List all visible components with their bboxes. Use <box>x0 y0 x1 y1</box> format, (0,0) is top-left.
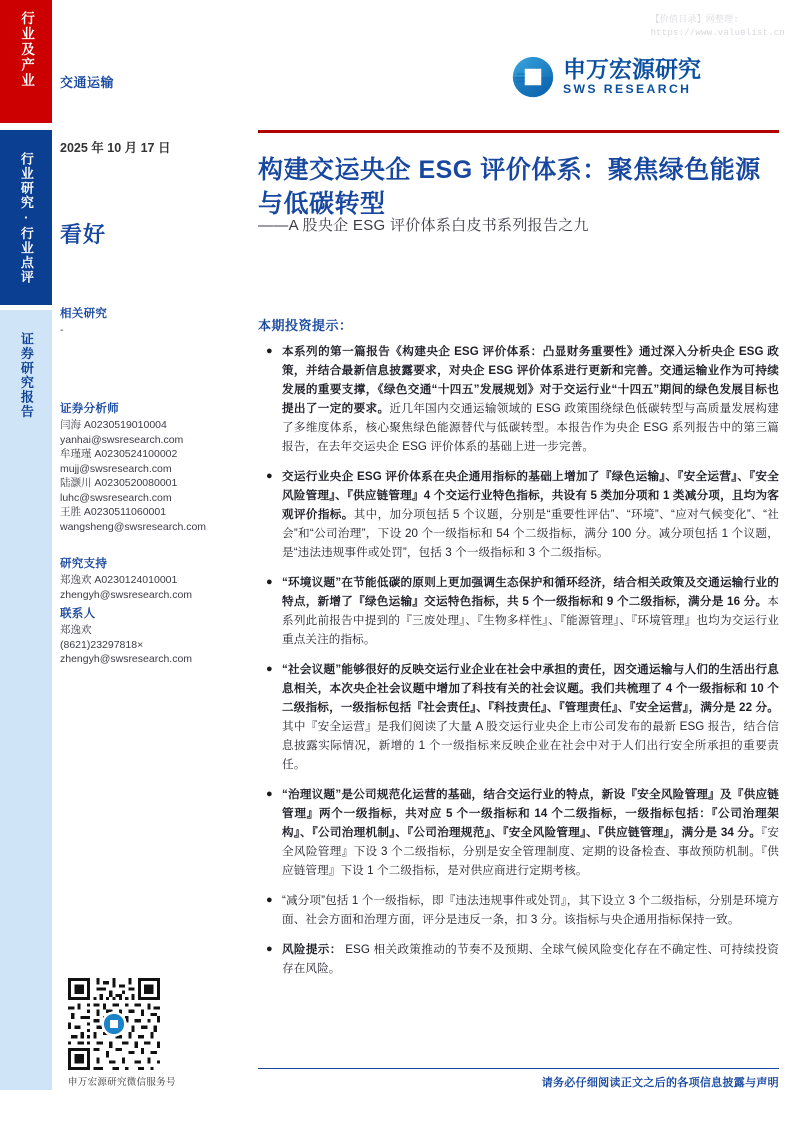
investment-tips-list <box>258 342 779 989</box>
bullet-marker-icon: ● <box>266 894 273 906</box>
contact-phone: (8621)23297818× <box>60 638 144 651</box>
bullet-deduction <box>258 891 779 929</box>
report-date: 2025 年 10 月 17 日 <box>60 141 171 155</box>
logo-text-cn: 申万宏源研究 <box>563 56 701 83</box>
wechat-qr-caption: 申万宏源研究微信服务号 <box>68 1077 176 1088</box>
page-title: 构建交运央企 ESG 评价体系：聚焦绿色能源与低碳转型 <box>258 155 761 218</box>
analyst-heading: 证券分析师 <box>60 403 119 415</box>
contact-name: 郑逸欢 <box>60 624 92 636</box>
bullet-risk <box>258 940 779 978</box>
rating-badge: 看好 <box>60 222 107 247</box>
sidebar-strip-industry-label: 行业及产业 <box>19 11 35 89</box>
contact-block <box>60 605 250 667</box>
bullet-marker-icon: ● <box>266 470 273 482</box>
qr-code-icon <box>68 978 160 1070</box>
title-divider <box>258 130 779 133</box>
bullet-marker-icon: ● <box>266 345 273 357</box>
analyst-line: 陆灏川 A0230520080001 <box>60 477 178 489</box>
logo-text-en: SWS RESEARCH <box>563 82 692 97</box>
bullet-text: 本系列的第一篇报告《构建央企 ESG 评价体系：凸显财务重要性》通过深入分析央企 ESG 政策，并结合最新信息披露要求，对央企 ESG 评价体系进行更新和完善。交通运输业作为可持续发展的重要支撑，《绿色交通“十四五”发展规划》对于交运行业“十四五”期间的绿色发展目标也提出了一定的要求。近几年国内交通运输领域的 ESG 政策围绕绿色低碳转型与高质量发展构建了多维度体系，核心聚焦绿色能源替代与低碳转型。本报告作为央企 ESG 系列报告中的第三篇报告，在去年交运央企 ESG 评价体系的基础上进一步完善。 <box>282 345 779 453</box>
industry-name: 交通运输 <box>60 75 115 90</box>
bullet-society <box>258 660 779 774</box>
sidebar-strip-report-class <box>0 310 52 1090</box>
sidebar-strip-industry <box>0 0 52 123</box>
footer-divider <box>258 1068 779 1069</box>
bullet-text: 交运行业央企 ESG 评价体系在央企通用指标的基础上增加了『绿色运输』、『安全运营』、『安全风险管理』、『供应链管理』4 个交运行业特色指标，共设有 5 类加分项和 1 类减分项，且均为客观评价指标。其中，加分项包括 5 个议题，分别是“重要性评估”、“环境”、“应对气候变化”、“社会”和“公司治理”，下设 20 个一级指标和 54 个二级指标，满分 100 分。减分项包括 1 个议题，是“违法违规事件或处罚”，包括 3 个一级指标和 3 个二级指标。 <box>282 470 779 559</box>
watermark-line-2: https://www.valuelist.cn <box>650 28 785 38</box>
bullet-marker-icon: ● <box>266 788 273 800</box>
analyst-block <box>60 400 250 534</box>
left-info-column <box>52 0 248 1122</box>
bullet-text: “减分项”包括 1 个一级指标，即『违法违规事件或处罚』，其下设立 3 个二级指标，分别是环境方面、社会方面和治理方面，评分是违反一条，扣 3 分。该指标与央企通用指标保持一致。 <box>282 894 779 926</box>
bullet-first-report <box>258 342 779 456</box>
related-research-block <box>60 305 245 338</box>
contact-heading: 联系人 <box>60 608 96 620</box>
bullet-marker-icon: ● <box>266 576 273 588</box>
sidebar-strip-research-type-label: 行业研究·行业点评 <box>18 152 34 285</box>
contact-email: zhengyh@swsresearch.com <box>60 653 193 665</box>
analyst-line: 王胜 A0230511060001 <box>60 506 167 518</box>
analyst-email: wangsheng@swsresearch.com <box>60 520 207 533</box>
bullet-index-system <box>258 467 779 562</box>
bullet-text: “治理议题”是公司规范化运营的基础，结合交运行业的特点，新设『安全风险管理』及『供应链管理』两个一级指标，共对应 5 个一级指标和 14 个二级指标，一级指标包括：『公司治理架构』、『公司治理机制』、『公司治理规范』、『安全风险管理』、『供应链管理』，满分是 34 分。『安全风险管理』下设 3 个二级指标，分别是安全管理制度、定期的设备检查、事故预防机制。『供应链管理』下设 1 个二级指标，是对供应商进行定期考核。 <box>282 788 780 877</box>
related-research-item: - <box>60 324 64 336</box>
watermark-line-1: 【价值目录】网整理: <box>650 15 739 25</box>
research-support-block <box>60 555 250 602</box>
bullet-environment <box>258 573 779 649</box>
brand-logo <box>511 55 701 99</box>
analyst-email: yanhai@swsresearch.com <box>60 433 184 446</box>
sidebar-strip-research-type <box>0 130 52 305</box>
source-watermark <box>651 14 785 40</box>
analyst-line: 闫海 A0230519010004 <box>60 419 167 431</box>
wechat-qr-block <box>68 978 248 1088</box>
bullet-text: “环境议题”在节能低碳的原则上更加强调生态保护和循环经济，结合相关政策及交通运输行业的特点，新增了『绿色运输』交运特色指标，共 5 个一级指标和 9 个二级指标，满分是 16 分。本系列此前报告中提到的『三废处理』、『生物多样性』、『能源管理』、『环境管理』也均为交运行业重点关注的指标。 <box>282 576 779 646</box>
page-subtitle: ——A 股央企 ESG 评价体系白皮书系列报告之九 <box>258 217 589 234</box>
bullet-text: “社会议题”能够很好的反映交运行业企业在社会中承担的责任，因交通运输与人们的生活出行息息相关，本次央企社会议题中增加了科技有关的社会议题。我们共梳理了 4 个一级指标和 10 个二级指标，一级指标包括『社会责任』、『科技责任』、『管理责任』、『安全运营』，满分是 22 分。其中『安全运营』是我们阅读了大量 A 股交运行业央企上市公司发布的最新 ESG 报告，结合信息披露实际情况，新增的 1 个一级指标来反映企业在社会中对于人们出行安全所承担的重要责任。 <box>282 663 779 771</box>
main-content-column <box>258 0 779 1122</box>
bullet-marker-icon: ● <box>266 663 273 675</box>
investment-tips-heading: 本期投资提示： <box>258 318 353 333</box>
research-support-email: zhengyh@swsresearch.com <box>60 588 193 601</box>
bullet-marker-icon: ● <box>266 943 273 955</box>
research-support-line: 郑逸欢 A0230124010001 <box>60 574 178 586</box>
analyst-line: 牟瑾瑾 A0230524100002 <box>60 448 178 460</box>
related-research-heading: 相关研究 <box>60 308 108 320</box>
bullet-text: 风险提示： ESG 相关政策推动的节奏不及预期、全球气候风险变化存在不确定性、可持续投资存在风险。 <box>282 943 779 975</box>
analyst-email: mujj@swsresearch.com <box>60 462 172 475</box>
footer-disclaimer: 请务必仔细阅读正文之后的各项信息披露与声明 <box>541 1077 779 1089</box>
bullet-governance <box>258 785 779 880</box>
sidebar-strip-report-class-label: 证券研究报告 <box>18 332 34 419</box>
analyst-email: luhc@swsresearch.com <box>60 491 172 504</box>
sws-logo-icon <box>511 55 555 99</box>
research-support-heading: 研究支持 <box>60 558 108 570</box>
